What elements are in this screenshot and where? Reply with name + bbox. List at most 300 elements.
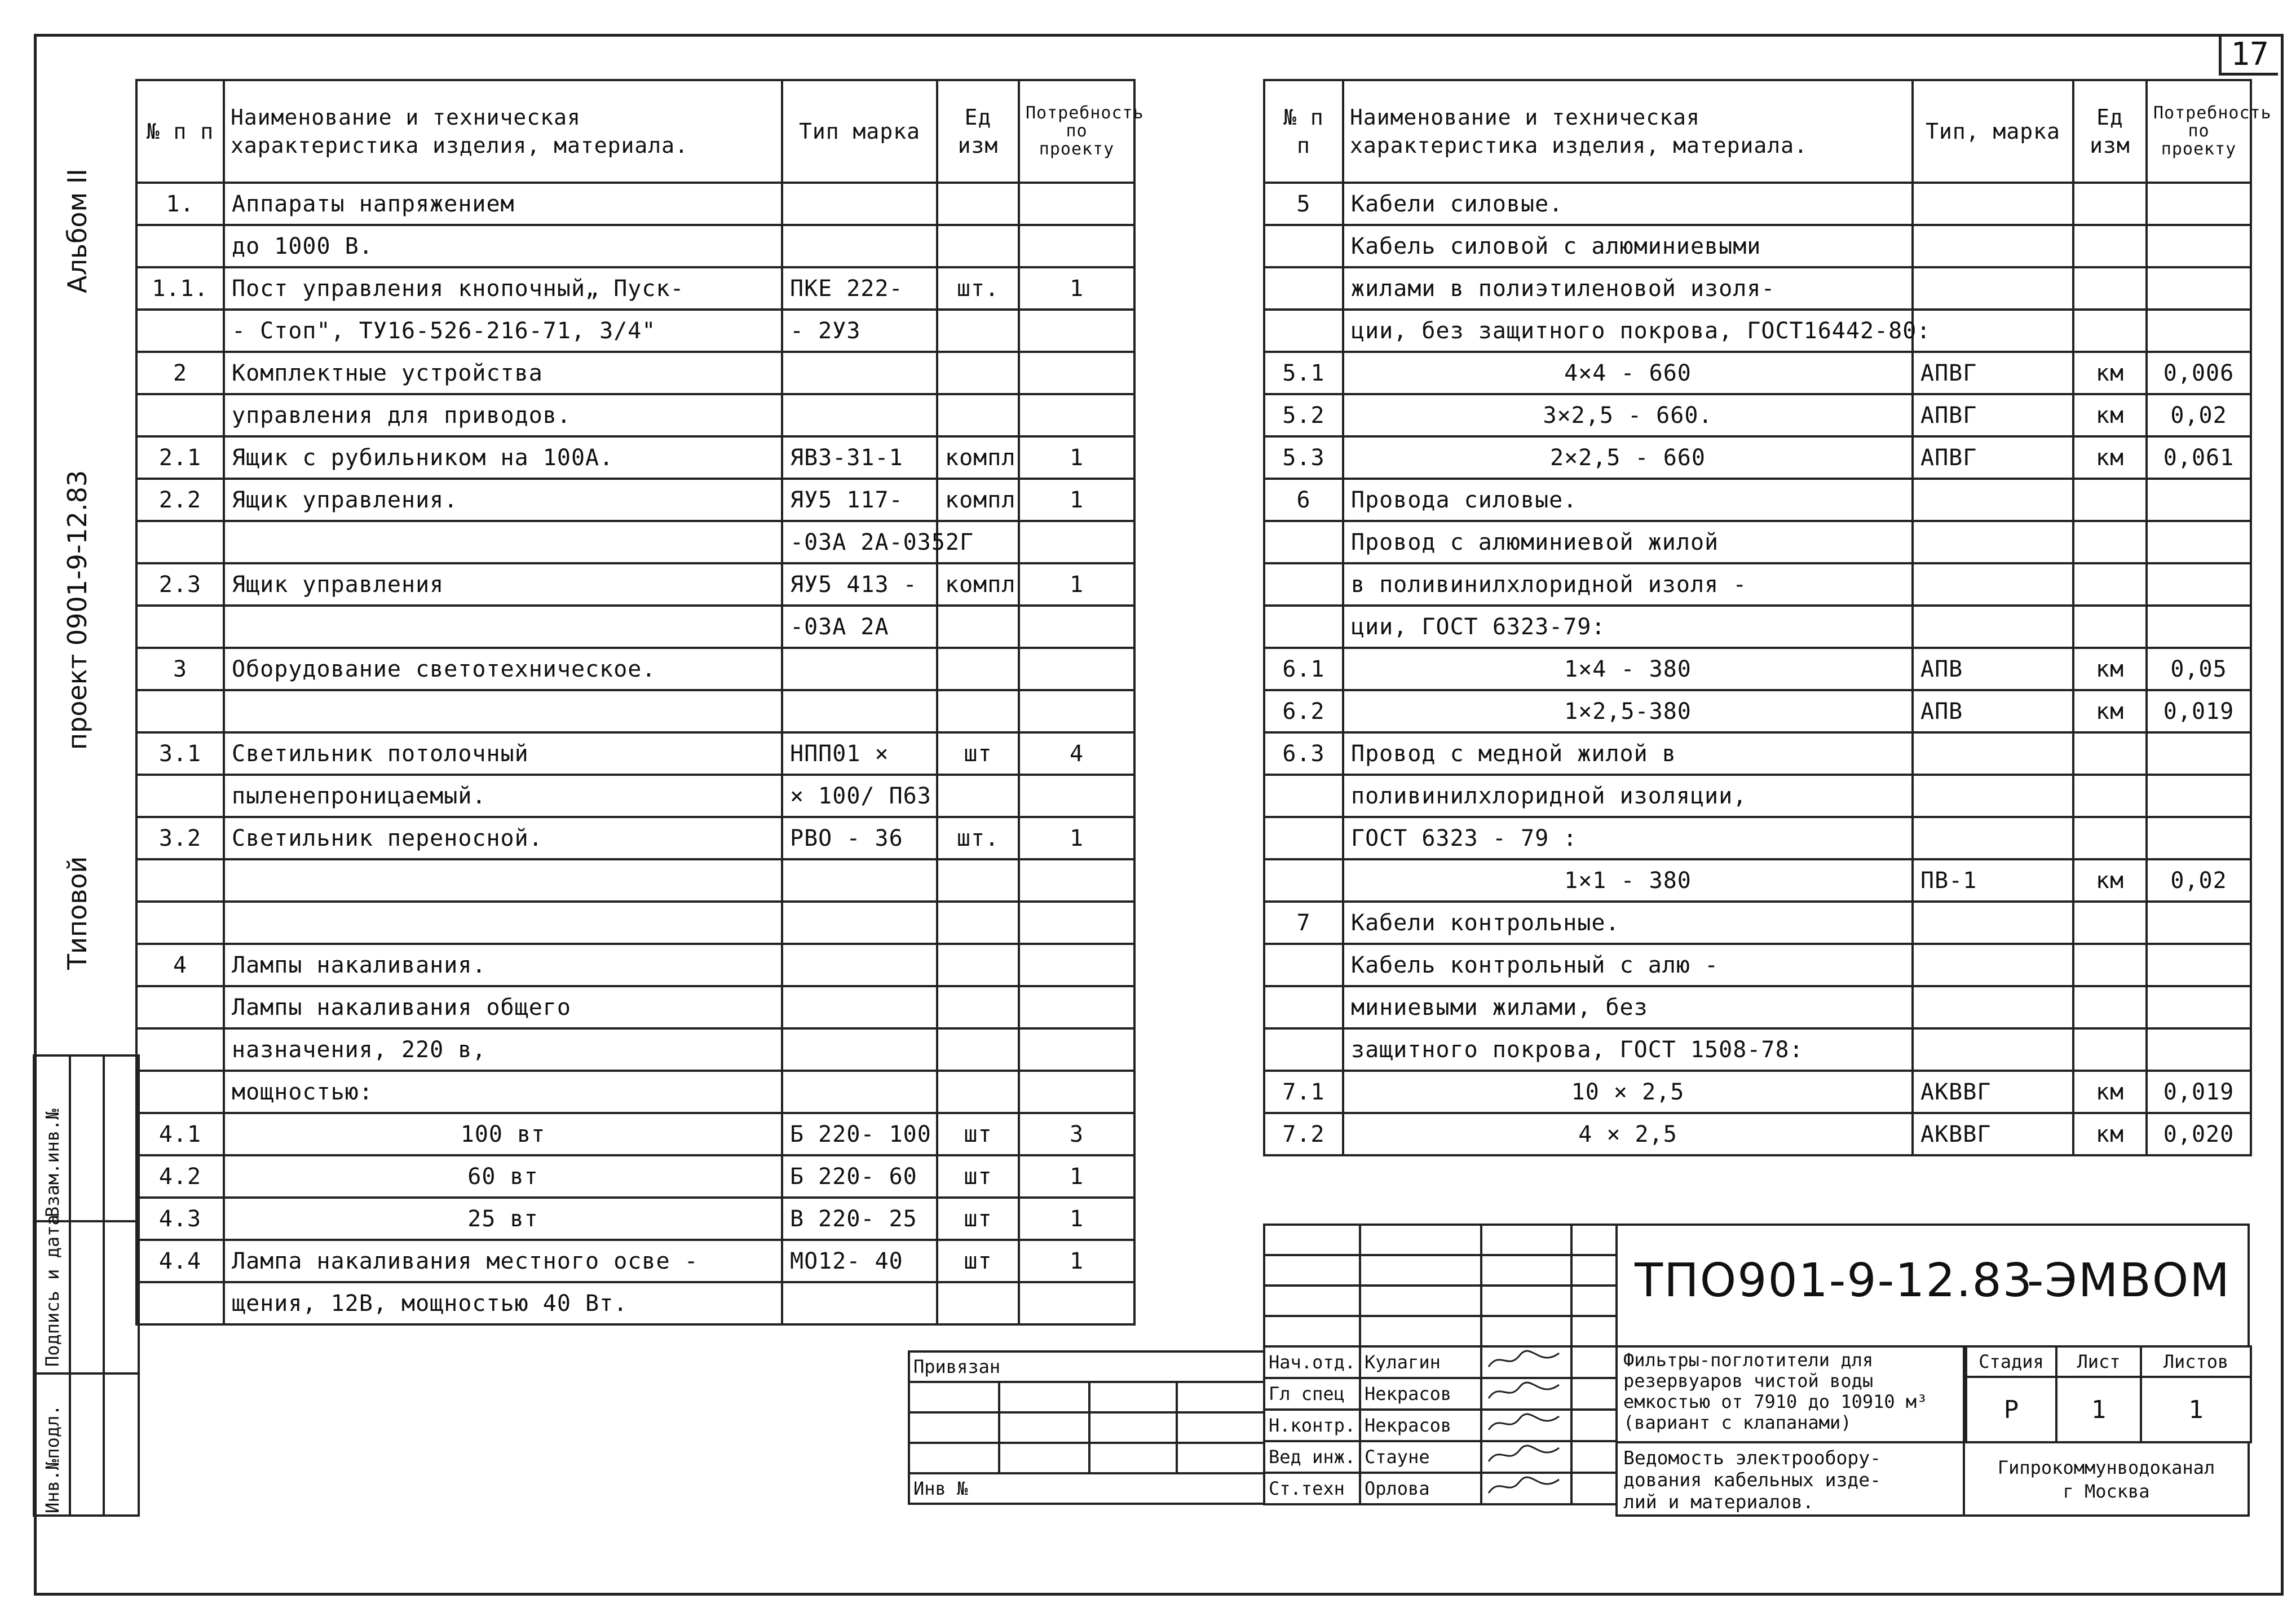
table-row [1264, 606, 2251, 648]
item-unit [2073, 1028, 2147, 1071]
table-row [1264, 310, 2251, 352]
item-quantity [1019, 859, 1134, 902]
table-row [136, 944, 1134, 986]
item-number: 7.1 [1264, 1071, 1343, 1113]
item-name [224, 521, 782, 563]
item-quantity: 1 [1019, 1198, 1134, 1240]
item-quantity: 0,05 [2147, 648, 2251, 690]
item-quantity [2147, 606, 2251, 648]
item-number [1264, 944, 1343, 986]
item-quantity [1019, 352, 1134, 394]
signature-mark [1481, 1378, 1571, 1410]
item-number [1264, 310, 1343, 352]
right-spec-table [1263, 79, 2272, 1156]
page-number: 17 [2219, 35, 2278, 76]
item-unit [2073, 521, 2147, 563]
table-row [1264, 394, 2251, 436]
sheet-title-line: дования кабельных изде- [1623, 1469, 1881, 1491]
item-type: Б 220- 60 [782, 1155, 937, 1198]
item-type: АПВ [1913, 690, 2073, 732]
item-number [136, 690, 224, 732]
table-header-row [1264, 80, 2251, 183]
item-quantity [1019, 1282, 1134, 1324]
item-name [224, 606, 782, 648]
item-type [1913, 986, 2073, 1028]
binding-block [908, 1350, 1265, 1505]
item-name: ции, ГОСТ 6323-79: [1343, 606, 1913, 648]
item-quantity: 3 [1019, 1113, 1134, 1155]
object-title-line: Фильтры-поглотители для [1623, 1349, 1874, 1371]
item-unit: км [2073, 352, 2147, 394]
item-unit: км [2073, 690, 2147, 732]
item-quantity [2147, 817, 2251, 859]
item-name: 25 вт [224, 1198, 782, 1240]
drawing-code: ТПО901-9-12.83 [1635, 1254, 2033, 1308]
item-unit: км [2073, 1113, 2147, 1155]
item-type: Б 220- 100 [782, 1113, 937, 1155]
signature-name: Кулагин [1360, 1346, 1481, 1378]
item-unit [937, 859, 1019, 902]
object-title-line: (вариант с клапанами) [1623, 1412, 1852, 1433]
item-unit: шт [937, 1155, 1019, 1198]
item-type [1913, 944, 2073, 986]
signature-date-label: Подпись и дата [42, 1214, 63, 1367]
item-type [1913, 225, 2073, 267]
table-row [136, 1155, 1134, 1198]
item-type [782, 1282, 937, 1324]
item-type: ЯВЗ-31-1 [782, 436, 937, 479]
table-row [136, 1198, 1134, 1240]
table-row [1264, 775, 2251, 817]
table-row [136, 267, 1134, 310]
signature-role: Н.контр. [1264, 1410, 1360, 1441]
item-unit [937, 1282, 1019, 1324]
item-quantity: 0,020 [2147, 1113, 2251, 1155]
item-number: 7.2 [1264, 1113, 1343, 1155]
organization-name: Гипрокоммунводоканал [1997, 1457, 2215, 1478]
item-quantity [1019, 394, 1134, 436]
item-number [136, 1282, 224, 1324]
item-number [1264, 563, 1343, 606]
signature-role: Нач.отд. [1264, 1346, 1360, 1378]
item-name: ции, без защитного покрова, ГОСТ16442-80: [1343, 310, 1913, 352]
item-unit [937, 986, 1019, 1028]
item-quantity: 0,006 [2147, 352, 2251, 394]
item-quantity [2147, 944, 2251, 986]
item-number: 3.1 [136, 732, 224, 775]
item-name: Ящик с рубильником на 100А. [224, 436, 782, 479]
item-name: Лампы накаливания общего [224, 986, 782, 1028]
table-row [136, 690, 1134, 732]
album-label: Альбом II [62, 169, 92, 293]
item-number: 4.1 [136, 1113, 224, 1155]
item-number: 6 [1264, 479, 1343, 521]
item-name: - Стоп", ТУ16-526-216-71, 3/4" [224, 310, 782, 352]
table-row [136, 902, 1134, 944]
item-quantity [2147, 479, 2251, 521]
drawing-code-box [1615, 1224, 2250, 1348]
table-row [136, 436, 1134, 479]
item-quantity: 1 [1019, 1155, 1134, 1198]
item-name: 60 вт [224, 1155, 782, 1198]
signature-name: Стауне [1360, 1441, 1481, 1473]
item-quantity: 0,02 [2147, 394, 2251, 436]
item-name: Аппараты напряжением [224, 183, 782, 225]
item-unit [937, 606, 1019, 648]
item-name: назначения, 220 в, [224, 1028, 782, 1071]
item-quantity [2147, 775, 2251, 817]
signature-role: Вед инж. [1264, 1441, 1360, 1473]
item-quantity [1019, 183, 1134, 225]
table-row [1264, 944, 2251, 986]
table-row [1264, 902, 2251, 944]
item-quantity: 0,02 [2147, 859, 2251, 902]
table-row [1264, 479, 2251, 521]
organization-box [1963, 1441, 2250, 1517]
item-name: миниевыми жилами, без [1343, 986, 1913, 1028]
item-number [136, 902, 224, 944]
item-number: 2.3 [136, 563, 224, 606]
table-row [1264, 1028, 2251, 1071]
table-row [1264, 563, 2251, 606]
item-number [136, 310, 224, 352]
item-number: 5.1 [1264, 352, 1343, 394]
table-row [1264, 352, 2251, 394]
item-quantity [2147, 310, 2251, 352]
item-unit: шт [937, 1240, 1019, 1282]
item-unit [2073, 267, 2147, 310]
table-row [136, 352, 1134, 394]
stamp-divider [35, 1372, 138, 1375]
table-row [1264, 1071, 2251, 1113]
item-unit [937, 352, 1019, 394]
item-type [782, 352, 937, 394]
item-type: АКВВГ [1913, 1113, 2073, 1155]
signature-name: Орлова [1360, 1473, 1481, 1504]
item-number: 4.4 [136, 1240, 224, 1282]
item-quantity [2147, 267, 2251, 310]
item-name: Лампы накаливания. [224, 944, 782, 986]
item-unit [2073, 606, 2147, 648]
item-number: 3.2 [136, 817, 224, 859]
table-row [136, 817, 1134, 859]
stage-table [1965, 1345, 2252, 1443]
item-name: Лампа накаливания местного осве - [224, 1240, 782, 1282]
item-name: 2×2,5 - 660 [1343, 436, 1913, 479]
table-row [1264, 1113, 2251, 1155]
item-unit [2073, 775, 2147, 817]
title-block [1263, 1224, 2250, 1517]
drawing-code-suffix: -ЭМВОМ [2026, 1254, 2231, 1308]
signature-row [1264, 1378, 1617, 1410]
item-unit [2073, 732, 2147, 775]
organization-city: г Москва [2063, 1481, 2150, 1502]
table-row [1264, 859, 2251, 902]
item-quantity [2147, 902, 2251, 944]
item-type [1913, 563, 2073, 606]
item-type: РВО - 36 [782, 817, 937, 859]
item-type [1913, 521, 2073, 563]
item-name: Провод с медной жилой в [1343, 732, 1913, 775]
object-title-line: емкостью от 7910 до 10910 м³ [1623, 1391, 1928, 1412]
signature-role: Гл спец [1264, 1378, 1360, 1410]
table-row [1264, 648, 2251, 690]
item-name: Провода силовые. [1343, 479, 1913, 521]
item-name: управления для приводов. [224, 394, 782, 436]
item-unit: компл [937, 436, 1019, 479]
item-type [782, 690, 937, 732]
item-type: ПВ-1 [1913, 859, 2073, 902]
item-name: Ящик управления. [224, 479, 782, 521]
item-unit [937, 775, 1019, 817]
item-name: Комплектные устройства [224, 352, 782, 394]
item-unit [2073, 183, 2147, 225]
table-row [136, 183, 1134, 225]
item-name: Кабель контрольный с алю - [1343, 944, 1913, 986]
project-label: проект 0901-9-12.83 [62, 470, 92, 750]
item-name: Светильник переносной. [224, 817, 782, 859]
item-number [1264, 775, 1343, 817]
item-unit: шт. [937, 817, 1019, 859]
item-unit [937, 648, 1019, 690]
table-row [136, 648, 1134, 690]
table-row [1264, 225, 2251, 267]
item-type [1913, 902, 2073, 944]
table-row [136, 732, 1134, 775]
item-unit [937, 902, 1019, 944]
item-quantity [2147, 183, 2251, 225]
item-unit: км [2073, 1071, 2147, 1113]
item-quantity: 1 [1019, 563, 1134, 606]
item-quantity [1019, 986, 1134, 1028]
item-type [1913, 732, 2073, 775]
item-type: АПВ [1913, 648, 2073, 690]
item-unit [2073, 944, 2147, 986]
item-number: 3 [136, 648, 224, 690]
item-name: Кабели силовые. [1343, 183, 1913, 225]
item-name: Кабели контрольные. [1343, 902, 1913, 944]
item-name: пыленепроницаемый. [224, 775, 782, 817]
table-row [136, 394, 1134, 436]
item-quantity: 0,019 [2147, 690, 2251, 732]
item-name: Ящик управления [224, 563, 782, 606]
item-number: 4.2 [136, 1155, 224, 1198]
item-type: ЯУ5 117- [782, 479, 937, 521]
original-inv-label: Инв.№подл. [42, 1404, 63, 1513]
col-header-name-line1: Наименование и техническая [231, 105, 581, 130]
item-type [782, 394, 937, 436]
item-number [1264, 817, 1343, 859]
signature-date [1571, 1378, 1617, 1410]
item-number [136, 1071, 224, 1113]
item-name: щения, 12В, мощностью 40 Вт. [224, 1282, 782, 1324]
signature-row [1264, 1410, 1617, 1441]
item-unit [2073, 902, 2147, 944]
item-quantity [2147, 225, 2251, 267]
table-row [136, 1282, 1134, 1324]
col-header-name-line2: характеристика изделия, материала. [1350, 133, 1808, 158]
sheets-label: Листов [2141, 1346, 2251, 1377]
item-number [1264, 859, 1343, 902]
table-row [136, 1240, 1134, 1282]
item-number: 4 [136, 944, 224, 986]
item-unit [937, 310, 1019, 352]
item-type [782, 944, 937, 986]
item-type [1913, 606, 2073, 648]
item-number: 1.1. [136, 267, 224, 310]
item-quantity [1019, 902, 1134, 944]
item-number [136, 394, 224, 436]
item-name: защитного покрова, ГОСТ 1508-78: [1343, 1028, 1913, 1071]
item-quantity [1019, 225, 1134, 267]
item-unit: км [2073, 648, 2147, 690]
item-unit [937, 225, 1019, 267]
signature-grid [1263, 1224, 1618, 1505]
item-type: × 100/ П63 [782, 775, 937, 817]
item-type [1913, 775, 2073, 817]
col-header-name [1343, 80, 1913, 183]
item-unit: компл [937, 479, 1019, 521]
item-type [782, 225, 937, 267]
item-name: 4×4 - 660 [1343, 352, 1913, 394]
item-unit [937, 183, 1019, 225]
side-stamp [33, 1054, 140, 1517]
table-row [1264, 521, 2251, 563]
item-unit [937, 1028, 1019, 1071]
table-row [136, 986, 1134, 1028]
item-type: -03А 2А [782, 606, 937, 648]
item-number [1264, 986, 1343, 1028]
signature-date [1571, 1473, 1617, 1504]
sheet-title-line: Ведомость электрообору- [1623, 1447, 1881, 1469]
replacement-inv-label: Взам.инв.№ [42, 1108, 63, 1217]
item-number: 2 [136, 352, 224, 394]
table-row [136, 1028, 1134, 1071]
sheet-value: 1 [2056, 1377, 2141, 1442]
signature-role: Ст.техн [1264, 1473, 1360, 1504]
stamp-divider [103, 1057, 105, 1514]
item-type [1913, 1028, 2073, 1071]
item-unit: шт. [937, 267, 1019, 310]
item-number: 5.3 [1264, 436, 1343, 479]
item-name: 1×2,5-380 [1343, 690, 1913, 732]
table-row [1264, 817, 2251, 859]
item-name [224, 690, 782, 732]
item-number [136, 225, 224, 267]
item-name: 3×2,5 - 660. [1343, 394, 1913, 436]
item-name: мощностью: [224, 1071, 782, 1113]
item-name: Провод с алюминиевой жилой [1343, 521, 1913, 563]
item-unit: км [2073, 436, 2147, 479]
table-row [1264, 732, 2251, 775]
item-type: - 2У3 [782, 310, 937, 352]
table-row [136, 479, 1134, 521]
item-quantity [2147, 563, 2251, 606]
item-unit [937, 394, 1019, 436]
item-name: в поливинилхлоридной изоля - [1343, 563, 1913, 606]
object-title-line: резервуаров чистой воды [1623, 1370, 1874, 1392]
item-quantity [1019, 1028, 1134, 1071]
item-quantity: 1 [1019, 479, 1134, 521]
signature-mark [1481, 1346, 1571, 1378]
table-row [1264, 986, 2251, 1028]
item-type [1913, 183, 2073, 225]
signature-name: Некрасов [1360, 1378, 1481, 1410]
item-type: ПКЕ 222- [782, 267, 937, 310]
item-name: 100 вт [224, 1113, 782, 1155]
item-quantity [1019, 690, 1134, 732]
signature-row [1264, 1346, 1617, 1378]
item-type: МО12- 40 [782, 1240, 937, 1282]
item-quantity [1019, 310, 1134, 352]
signature-mark [1481, 1441, 1571, 1473]
col-header-type: Тип марка [782, 80, 937, 183]
item-type: ЯУ5 413 - [782, 563, 937, 606]
stamp-divider [69, 1057, 71, 1514]
item-number [1264, 521, 1343, 563]
table-row [136, 225, 1134, 267]
table-row [136, 1113, 1134, 1155]
item-name: 1×1 - 380 [1343, 859, 1913, 902]
table-row [1264, 690, 2251, 732]
item-unit: шт [937, 1113, 1019, 1155]
item-quantity [1019, 1071, 1134, 1113]
item-type [1913, 817, 2073, 859]
left-spec-table [135, 79, 1144, 1326]
item-type: -03А 2А-0352Г [782, 521, 937, 563]
item-quantity [1019, 606, 1134, 648]
item-name: поливинилхлоридной изоляции, [1343, 775, 1913, 817]
table-row [1264, 436, 2251, 479]
item-name: 4 × 2,5 [1343, 1113, 1913, 1155]
table-row [1264, 267, 2251, 310]
item-number [136, 606, 224, 648]
item-number [136, 1028, 224, 1071]
item-name: Кабель силовой с алюминиевыми [1343, 225, 1913, 267]
sheet-title-box [1615, 1441, 1965, 1517]
inv-no-label: Инв № [909, 1473, 1264, 1504]
item-unit: км [2073, 859, 2147, 902]
item-name: жилами в полиэтиленовой изоля- [1343, 267, 1913, 310]
item-name: до 1000 В. [224, 225, 782, 267]
item-number [136, 986, 224, 1028]
table-row [136, 521, 1134, 563]
item-number: 5.2 [1264, 394, 1343, 436]
sheet-label: Лист [2056, 1346, 2141, 1377]
item-quantity: 1 [1019, 817, 1134, 859]
item-unit [2073, 563, 2147, 606]
col-header-name-line1: Наименование и техническая [1350, 105, 1700, 130]
item-unit [2073, 479, 2147, 521]
object-title-box [1615, 1348, 1965, 1443]
col-header-num: № п п [1264, 80, 1343, 183]
item-type: АПВГ [1913, 352, 2073, 394]
item-number: 6.1 [1264, 648, 1343, 690]
col-header-unit: Ед изм [937, 80, 1019, 183]
col-header-need: Потребность по проекту [2147, 80, 2251, 183]
item-quantity [1019, 944, 1134, 986]
signature-row [1264, 1441, 1617, 1473]
typical-label: Типовой [62, 856, 92, 970]
item-type [782, 183, 937, 225]
item-type [782, 1028, 937, 1071]
item-name: 1×4 - 380 [1343, 648, 1913, 690]
item-name: Оборудование светотехническое. [224, 648, 782, 690]
item-unit [2073, 986, 2147, 1028]
col-header-name-line2: характеристика изделия, материала. [231, 133, 688, 158]
sheet-title-line: лий и материалов. [1623, 1491, 1814, 1513]
item-number [1264, 225, 1343, 267]
